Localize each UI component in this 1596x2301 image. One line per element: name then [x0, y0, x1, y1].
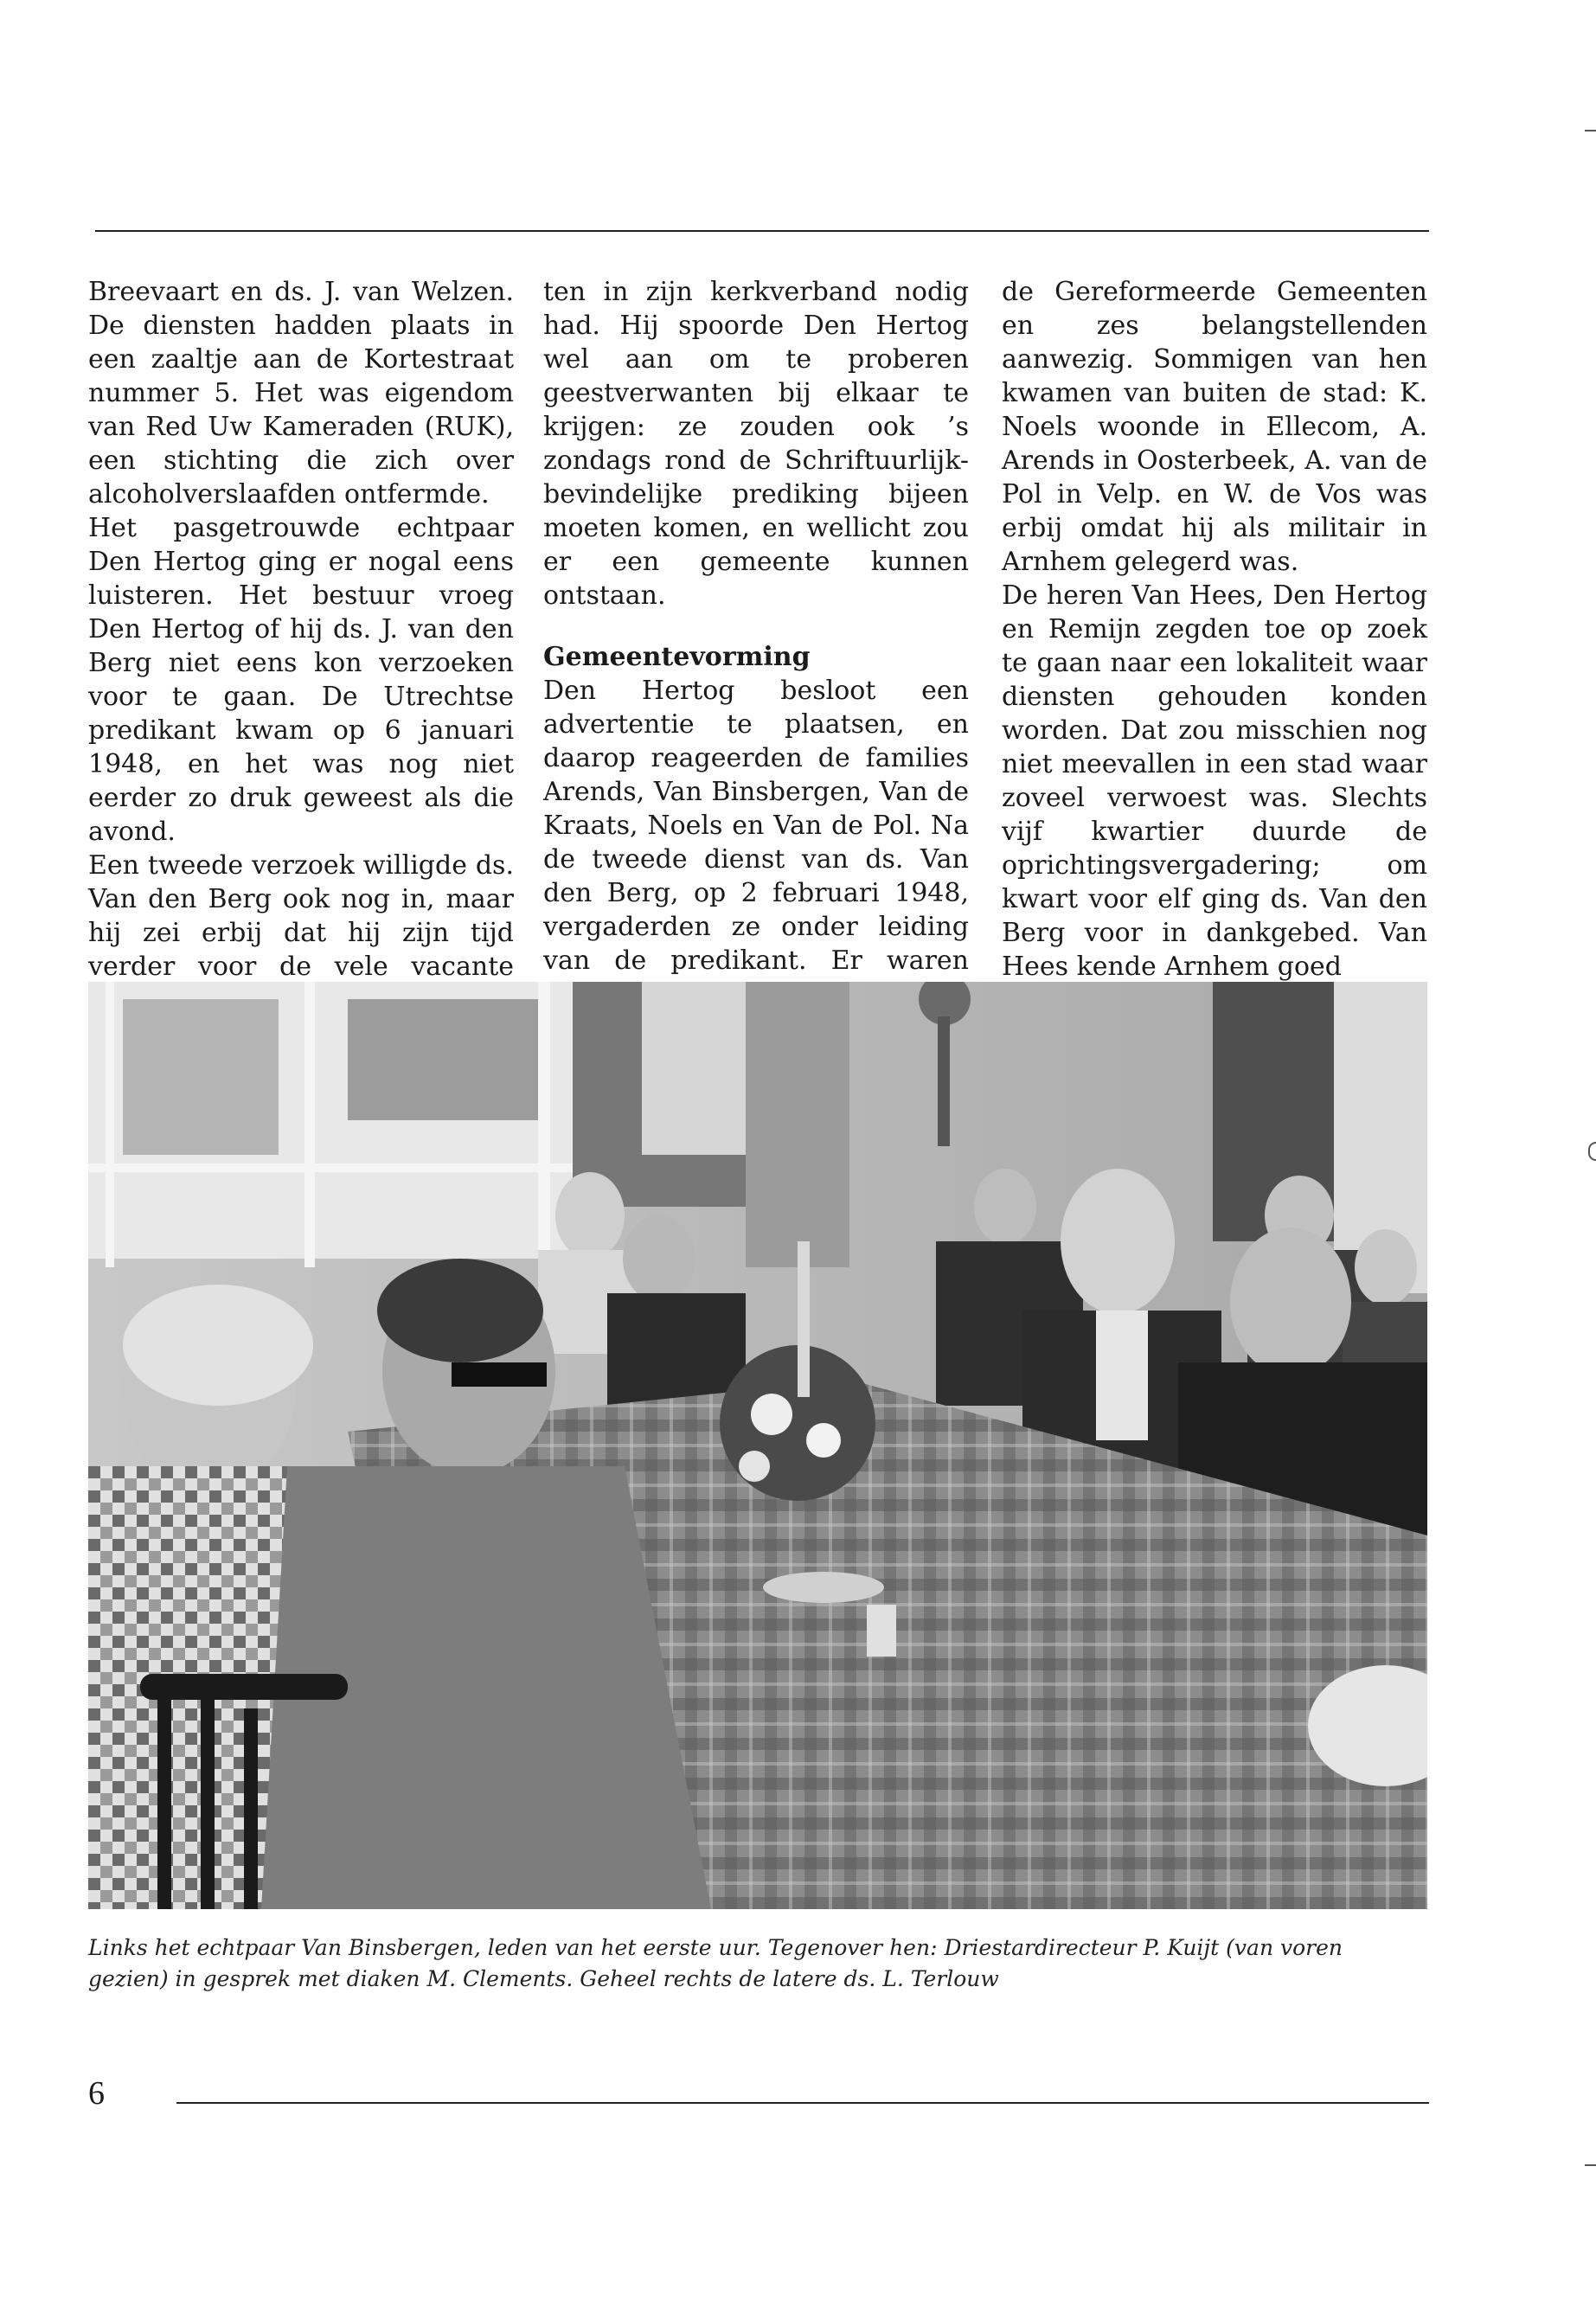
footer-rule — [176, 2102, 1429, 2104]
section-heading: Gemeentevorming — [543, 642, 811, 672]
crop-mark — [1588, 1142, 1596, 1161]
page-number: 6 — [88, 2075, 105, 2112]
text-column-3 — [1002, 275, 1427, 984]
group-photograph — [88, 982, 1427, 1909]
paragraph: ten in zijn kerkverband nodig had. Hij spoorde Den Hertog wel aan om te proberen geestverwanten bij elkaar te krijgen: ze zouden ook ’s zondags rond de Schriftuurlijk-bevindelijke prediking bijeen moeten komen, en wellicht zou er een gemeente kunnen ontstaan. — [543, 277, 969, 611]
paragraph: Den Hertog besloot een advertentie te plaatsen, en daarop reageerden de families Arends, Van Binsbergen, Van de Kraats, Noels en Van de Pol. Na de tweede dienst van ds. Van den Berg, op 2 februari 1948, vergaderden ze onder leiding van de predikant. Er waren — [543, 676, 969, 976]
paragraph: Het pasgetrouwde echtpaar Den Hertog ging er nogal eens luisteren. Het bestuur vroeg Den Hertog of hij ds. J. van den Berg niet eens kon verzoeken voor te gaan. De Utrechtse predikant kwam op 6 januari 1948, en het was nog niet eerder zo druk geweest als die avond. — [88, 513, 514, 847]
crop-mark — [1585, 2164, 1596, 2166]
header-rule — [95, 230, 1429, 232]
paragraph: Een tweede verzoek willigde ds. Van den Berg ook nog in, maar hij zei erbij dat hij zijn tijd verder voor de vele vacante — [88, 850, 514, 982]
paragraph: Breevaart en ds. J. van Welzen. De diensten hadden plaats in een zaaltje aan de Kortestraat nummer 5. Het was eigendom van Red Uw Kameraden (RUK), een stichting die zich over alcoholverslaafden ontfermde. — [88, 277, 514, 510]
text-column-2 — [543, 275, 969, 1011]
photo-caption: Links het echtpaar Van Binsbergen, leden van het eerste uur. Tegenover hen: Driestardirecteur P. Kuijt (van voren gezien) in gesprek met diaken M. Clements. Geheel rechts de latere ds. L. Terlouw — [88, 1935, 1343, 1991]
crop-mark — [1585, 130, 1596, 131]
text-column-1 — [88, 275, 514, 1017]
paragraph: De heren Van Hees, Den Hertog en Remijn zegden toe op zoek te gaan naar een lokaliteit waar diensten gehouden konden worden. Dat zou misschien nog niet meevallen in een stad waar zoveel verwoest was. Slechts vijf kwartier duurde de oprichtingsvergadering; om kwart voor elf ging ds. Van den Berg voor in dankgebed. Van Hees kende Arnhem goed — [1002, 580, 1427, 982]
paragraph: de Gereformeerde Gemeenten en zes belangstellenden aanwezig. Sommigen van hen kwamen van buiten de stad: K. Noels woonde in Ellecom, A. Arends in Oosterbeek, A. van de Pol in Velp. en W. de Vos was erbij omdat hij als militair in Arnhem gelegerd was. — [1002, 277, 1427, 577]
